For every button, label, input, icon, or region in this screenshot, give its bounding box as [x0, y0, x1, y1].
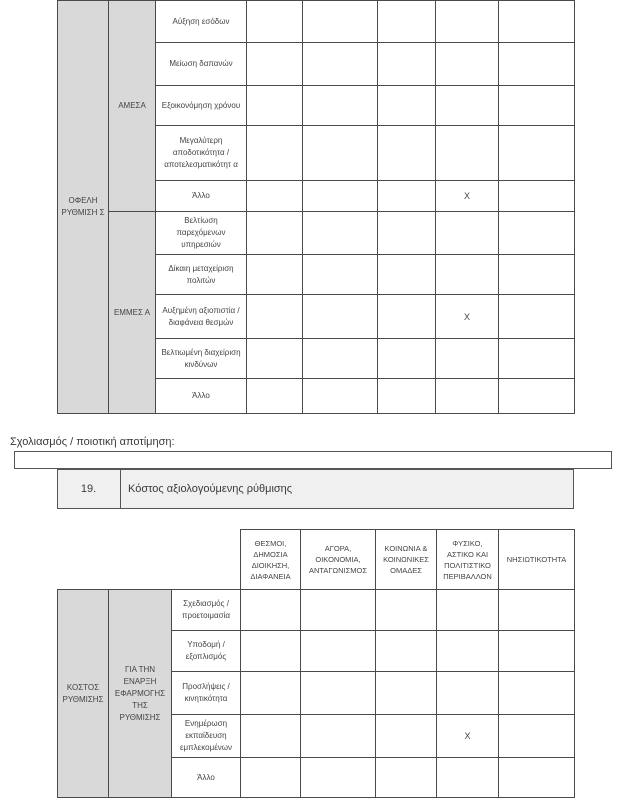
- mark-cell: [436, 86, 499, 126]
- mark-cell: [436, 379, 499, 414]
- section-title: Κόστος αξιολογούμενης ρύθμισης: [128, 483, 293, 495]
- benefit-item: Μεγαλύτερη αποδοτικότητα / αποτελεσματικότητ α: [156, 126, 247, 181]
- cost-item: Υποδομή / εξοπλισμός: [172, 631, 241, 672]
- benefits-table: [57, 0, 575, 414]
- direct-label: ΑΜΕΣΑ: [109, 1, 156, 212]
- mark-cell: [437, 758, 499, 798]
- cost-table: [57, 529, 575, 798]
- mark-cell: [437, 590, 499, 631]
- column-header: ΦΥΣΙΚΟ, ΑΣΤΙΚΟ ΚΑΙ ΠΟΛΙΤΙΣΤΙΚΟ ΠΕΡΙΒΑΛΛΟΝ: [437, 530, 499, 590]
- cost-sub-label: ΓΙΑ ΤΗΝ ΕΝΑΡΞΗ ΕΦΑΡΜΟΓΗΣ ΤΗΣ ΡΥΘΜΙΣΗΣ: [109, 590, 172, 798]
- benefit-item: Άλλο: [156, 181, 247, 212]
- benefit-item: Αύξηση εσόδων: [156, 1, 247, 43]
- comment-field[interactable]: [14, 451, 612, 469]
- mark-cell: X: [436, 295, 499, 339]
- mark-cell: [436, 1, 499, 43]
- mark-cell: [437, 672, 499, 715]
- benefit-item: Βελτίωση παρεχόμενων υπηρεσιών: [156, 212, 247, 255]
- mark-cell: [436, 126, 499, 181]
- benefit-item: Άλλο: [156, 379, 247, 414]
- benefit-item: Αυξημένη αξιοπιστία / διαφάνεια θεσμών: [156, 295, 247, 339]
- column-header: ΝΗΣΙΩΤΙΚΟΤΗΤΑ: [499, 530, 575, 590]
- indirect-label: ΕΜΜΕΣ Α: [109, 212, 156, 414]
- comment-label: Σχολιασμός / ποιοτική αποτίμηση:: [10, 436, 175, 448]
- column-header: ΚΟΙΝΩΝΙΑ & ΚΟΙΝΩΝΙΚΕΣ ΟΜΑΔΕΣ: [376, 530, 437, 590]
- mark-cell: X: [437, 715, 499, 758]
- benefit-item: Δίκαιη μεταχείριση πολιτών: [156, 255, 247, 295]
- benefit-item: Βελτιωμένη διαχείριση κινδύνων: [156, 339, 247, 379]
- cost-item: Άλλο: [172, 758, 241, 798]
- column-header: ΘΕΣΜΟΙ, ΔΗΜΟΣΙΑ ΔΙΟΙΚΗΣΗ, ΔΙΑΦΑΝΕΙΑ: [241, 530, 301, 590]
- mark-cell: [436, 339, 499, 379]
- mark-cell: [436, 212, 499, 255]
- benefit-item: Εξοικονόμηση χρόνου: [156, 86, 247, 126]
- benefits-group-label: ΟΦΕΛΗ ΡΥΘΜΙΣΗ Σ: [58, 1, 109, 414]
- cost-item: Προσλήψεις / κινητικότητα: [172, 672, 241, 715]
- cost-group-label: ΚΟΣΤΟΣ ΡΥΘΜΙΣΗΣ: [58, 590, 109, 798]
- mark-cell: [437, 631, 499, 672]
- mark-cell: [436, 255, 499, 295]
- mark-cell: X: [436, 181, 499, 212]
- cost-item: Ενημέρωση εκπαίδευση εμπλεκομένων: [172, 715, 241, 758]
- mark-cell: [436, 43, 499, 86]
- benefit-item: Μείωση δαπανών: [156, 43, 247, 86]
- column-header: ΑΓΟΡΑ, ΟΙΚΟΝΟΜΙΑ, ΑΝΤΑΓΩΝΙΣΜΟΣ: [301, 530, 376, 590]
- section-number: 19.: [57, 469, 121, 509]
- cost-item: Σχεδιασμός / προετοιμασία: [172, 590, 241, 631]
